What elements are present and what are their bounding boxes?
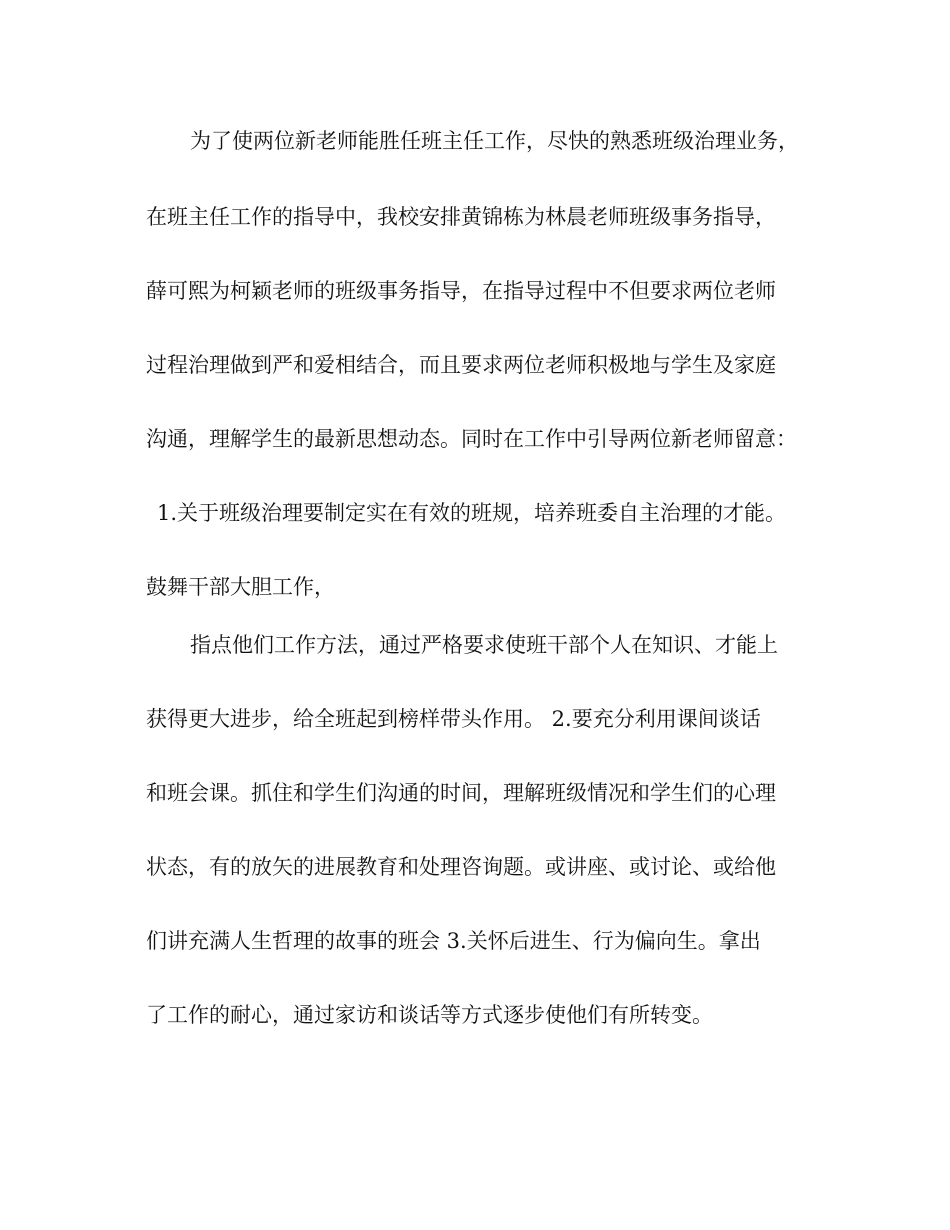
paragraph-2-line-4: 状态，有的放矢的进展教育和处理咨询题。或讲座、或讨论、或给他 [146, 855, 776, 879]
paragraph-line-5: 沟通，理解学生的最新思想动态。同时在工作中引导两位新老师留意： [146, 427, 797, 451]
list-item-1-line-2: 鼓舞干部大胆工作， [146, 575, 335, 599]
paragraph-line-2: 在班主任工作的指导中，我校安排黄锦栋为林晨老师班级事务指导， [146, 205, 776, 229]
paragraph-line-1: 为了使两位新老师能胜任班主任工作，尽快的熟悉班级治理业务， [190, 129, 799, 153]
paragraph-2-line-2: 获得更大进步，给全班起到榜样带头作用。 2.要充分利用课间谈话 [146, 707, 761, 731]
paragraph-2-line-1: 指点他们工作方法，通过严格要求使班干部个人在知识、才能上 [190, 633, 778, 657]
paragraph-line-4: 过程治理做到严和爱相结合，而且要求两位老师积极地与学生及家庭 [146, 353, 776, 377]
paragraph-2-line-5: 们讲充满人生哲理的故事的班会 3.关怀后进生、行为偏向生。拿出 [146, 929, 761, 953]
list-item-1-line-1: 1.关于班级治理要制定实在有效的班规，培养班委自主治理的才能。 [157, 501, 787, 525]
paragraph-line-3: 薛可熙为柯颖老师的班级事务指导，在指导过程中不但要求两位老师 [146, 279, 776, 303]
paragraph-2-line-3: 和班会课。抓住和学生们沟通的时间，理解班级情况和学生们的心理 [146, 781, 776, 805]
paragraph-2-line-6: 了工作的耐心，通过家访和谈话等方式逐步使他们有所转变。 [146, 1003, 713, 1027]
